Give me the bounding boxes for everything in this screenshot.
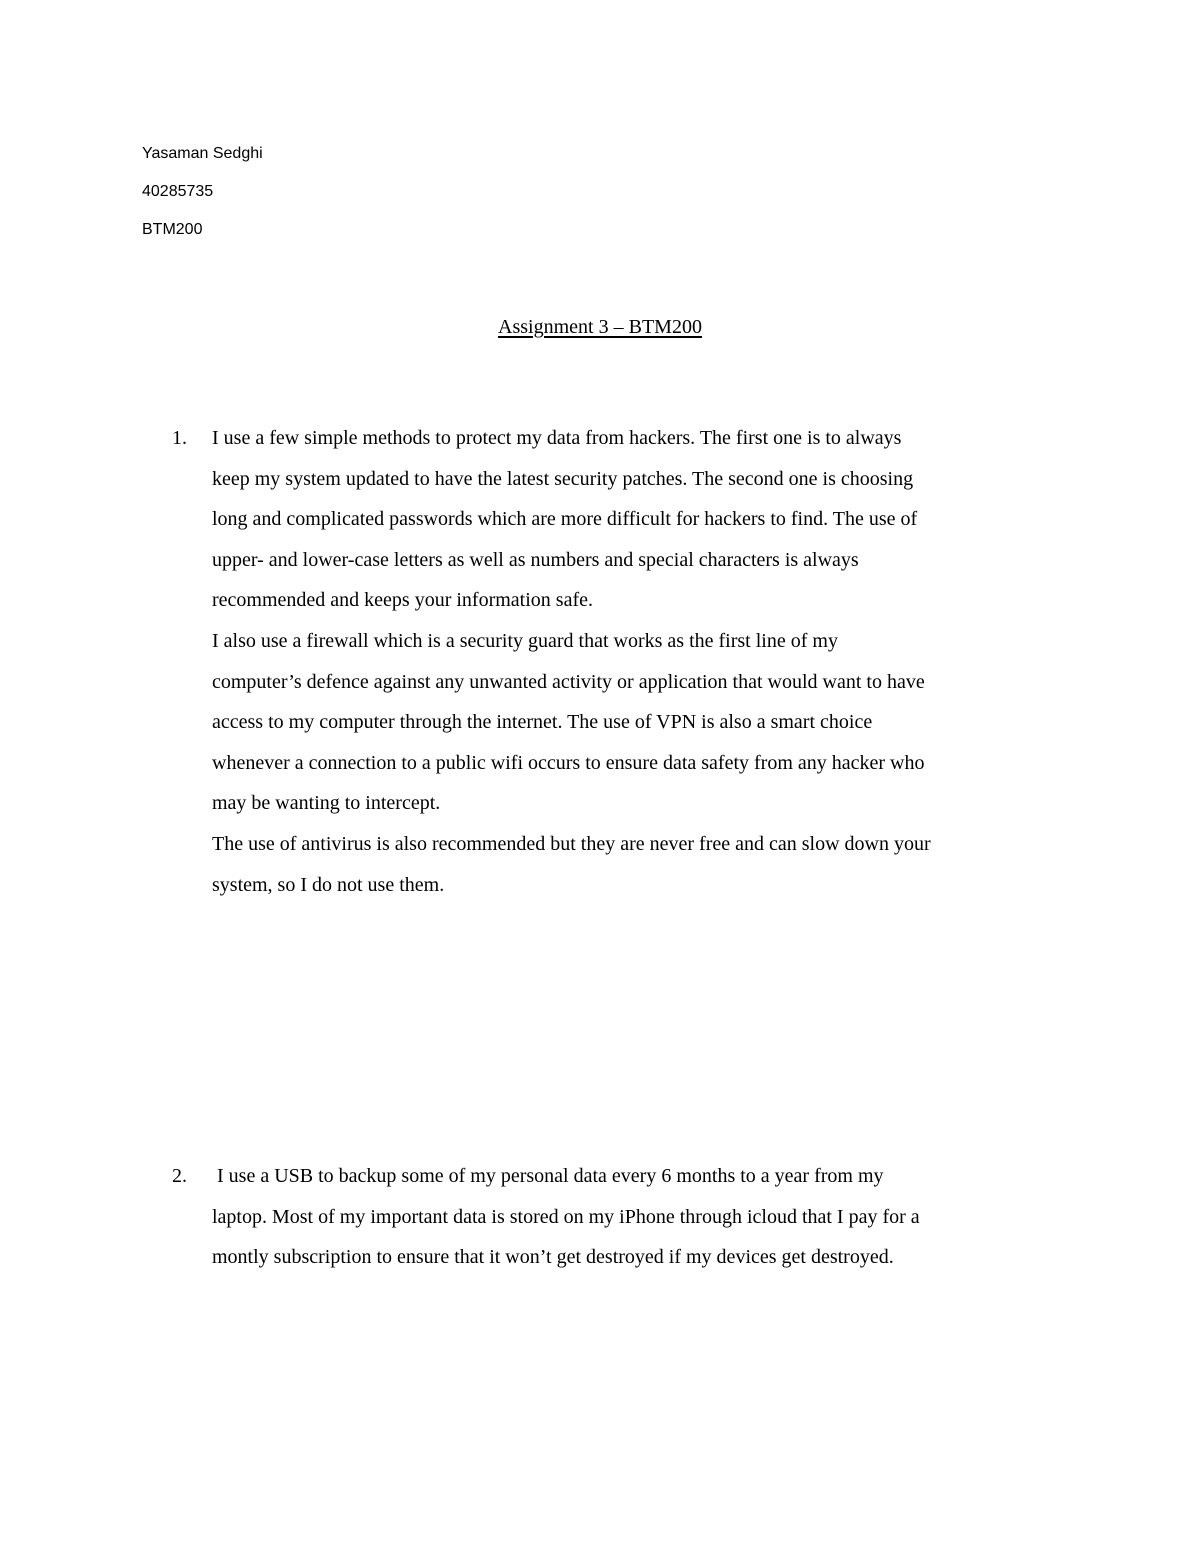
body-line: laptop. Most of my important data is stored on my iPhone through icloud that I pay for a — [212, 1205, 920, 1228]
body-line: long and complicated passwords which are more difficult for hackers to find. The use of — [212, 508, 918, 531]
body-line: I use a few simple methods to protect my data from hackers. The first one is to always — [212, 427, 902, 449]
student-id: 40285735 — [142, 183, 214, 200]
list-marker-2: 2. — [172, 1165, 187, 1187]
body-line: keep my system updated to have the latest security patches. The second one is choosing — [212, 467, 914, 490]
body-line: may be wanting to intercept. — [212, 792, 441, 815]
body-line: whenever a connection to a public wifi occurs to ensure data safety from any hacker who — [212, 751, 925, 774]
body-line: I use a USB to backup some of my personal data every 6 months to a year from my — [212, 1165, 884, 1187]
list-item-1-body — [212, 418, 1092, 905]
assignment-title-text: Assignment 3 – BTM200 — [498, 316, 702, 338]
body-line: The use of antivirus is also recommended but they are never free and can slow down your — [212, 832, 931, 855]
body-line: I also use a firewall which is a security guard that works as the first line of my — [212, 629, 838, 652]
course-code: BTM200 — [142, 221, 203, 238]
body-line: recommended and keeps your information safe. — [212, 589, 593, 612]
author-name: Yasaman Sedghi — [142, 145, 263, 162]
list-item-2-body — [212, 1156, 1092, 1278]
body-line: montly subscription to ensure that it won’t get destroyed if my devices get destroyed. — [212, 1246, 894, 1269]
list-marker-1: 1. — [172, 427, 187, 449]
body-line: system, so I do not use them. — [212, 873, 445, 896]
assignment-title — [0, 314, 1200, 340]
body-line: access to my computer through the internet. The use of VPN is also a smart choice — [212, 711, 873, 734]
body-line: computer’s defence against any unwanted activity or application that would want to have — [212, 670, 925, 693]
body-line: upper- and lower-case letters as well as numbers and special characters is always — [212, 548, 859, 571]
